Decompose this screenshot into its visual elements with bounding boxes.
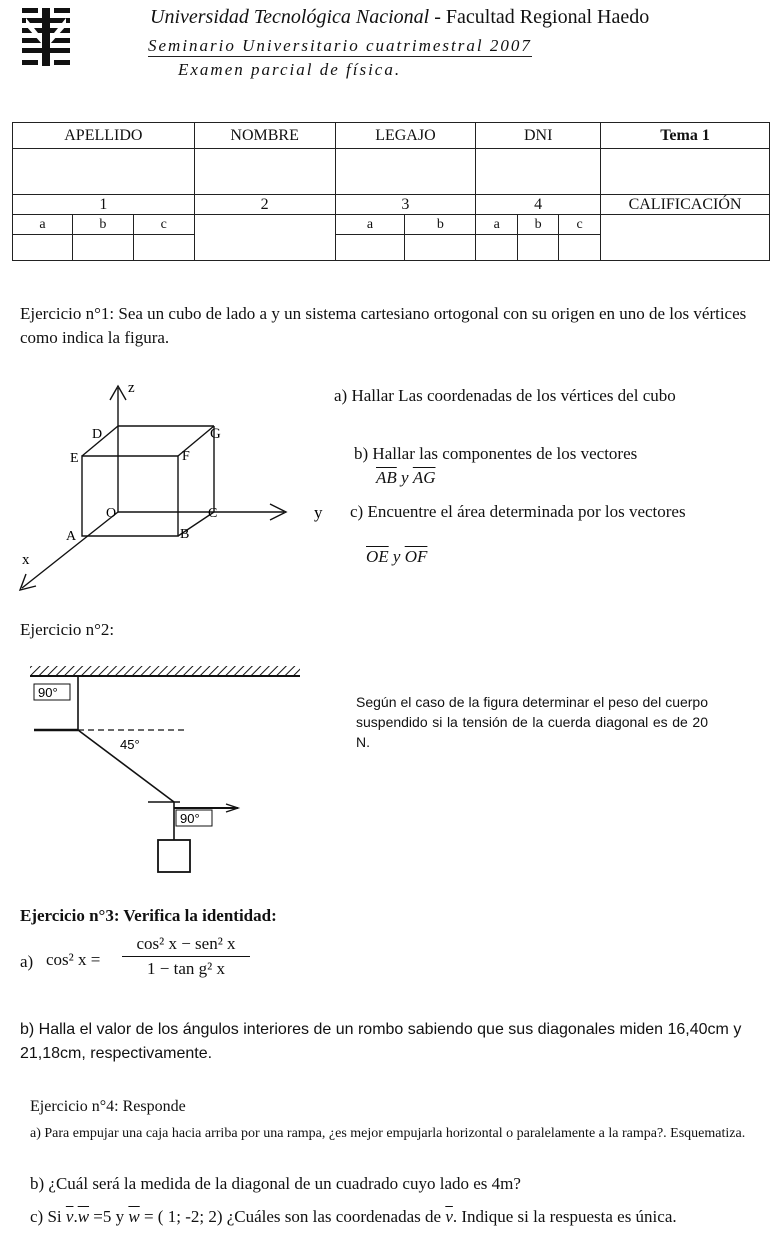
- label-O: O: [106, 506, 117, 521]
- calificacion-cell[interactable]: [601, 215, 770, 261]
- vector-w-2: $\overline{w}$: [128, 1207, 140, 1226]
- angle-bottom: 90°: [180, 811, 200, 826]
- exam-title: Examen parcial de física.: [178, 60, 402, 79]
- tema-field[interactable]: [601, 149, 770, 195]
- label-z: z: [128, 380, 135, 396]
- vector-AG: $\overline{AG}$: [412, 468, 436, 487]
- subquestion-row: [13, 215, 770, 235]
- vector-v: $\overline{v}$: [65, 1207, 74, 1226]
- ex3-title: Ejercicio n°3: Verifica la identidad:: [20, 906, 277, 925]
- header-title: Universidad Tecnológica Nacional - Facultad Regional Haedo: [150, 6, 650, 28]
- col-dni: DNI: [476, 123, 601, 149]
- ex1-c-join: y: [392, 547, 401, 566]
- ex4-c-vec: = ( 1; -2; 2) ¿Cuáles son las coordenadas de: [143, 1207, 442, 1226]
- q1a-score[interactable]: [13, 235, 73, 261]
- ex1-b-join: y: [401, 468, 409, 487]
- ex3-numerator: cos² x − sen² x: [122, 934, 250, 957]
- label-G: G: [210, 426, 221, 442]
- ex1-intro: Ejercicio n°1: Sea un cubo de lado a y un sistema cartesiano ortogonal con su origen en uno de los vértices como indica la figura.: [20, 304, 747, 347]
- hanging-weight-figure: [20, 660, 310, 880]
- q4c-score[interactable]: [559, 235, 601, 261]
- header-row: [13, 123, 770, 149]
- ex1-part-a: a) Hallar Las coordenadas de los vértices del cubo: [334, 386, 676, 405]
- ex4-part-c: [30, 1204, 754, 1230]
- ex3-a-label: a): [20, 952, 34, 971]
- q4-header: 4: [476, 195, 601, 215]
- calificacion-header: CALIFICACIÓN: [601, 195, 770, 215]
- q2-score-cell[interactable]: [194, 215, 335, 261]
- ex4-part-b: b) ¿Cuál será la medida de la diagonal de un cuadrado cuyo lado es 4m?: [30, 1174, 521, 1193]
- label-D: D: [92, 427, 103, 442]
- q3-header: 3: [335, 195, 476, 215]
- q1-header: 1: [13, 195, 195, 215]
- ex2-title: Ejercicio n°2:: [20, 620, 115, 639]
- col-apellido: APELLIDO: [13, 123, 195, 149]
- label-B: B: [180, 527, 190, 542]
- label-C: C: [208, 506, 218, 521]
- legajo-field[interactable]: [335, 149, 476, 195]
- dni-field[interactable]: [476, 149, 601, 195]
- vector-w: $\overline{w}$: [77, 1207, 90, 1226]
- student-entry-row: [13, 149, 770, 195]
- ex4-c-end: . Indique si la respuesta es única.: [452, 1207, 677, 1226]
- vector-OE: $\overline{OE}$: [366, 547, 389, 566]
- label-y: y: [314, 503, 323, 522]
- q3b-score[interactable]: [405, 235, 476, 261]
- angle-mid: 45°: [120, 737, 140, 752]
- q4a-score[interactable]: [476, 235, 518, 261]
- seminar-title: Seminario Universitario cuatrimestral 2007: [148, 36, 532, 55]
- q1b-label: b: [72, 215, 133, 235]
- q1c-label: c: [133, 215, 194, 235]
- cube-figure: [14, 376, 334, 606]
- q3a-label: a: [335, 215, 405, 235]
- ex1-part-c: c) Encuentre el área determinada por los vectores: [350, 502, 686, 521]
- q3a-score[interactable]: [335, 235, 405, 261]
- q3b-label: b: [405, 215, 476, 235]
- ex2-text: Según el caso de la figura determinar el peso del cuerpo suspendido si la tensión de la cuerda diagonal es de 20 N.: [356, 694, 708, 750]
- ex4-title: Ejercicio n°4: Responde: [30, 1098, 186, 1115]
- q1b-score[interactable]: [72, 235, 133, 261]
- q1a-label: a: [13, 215, 73, 235]
- student-info-table: [12, 122, 770, 261]
- ex3-part-b: b) Halla el valor de los ángulos interiores de un rombo sabiendo que sus diagonales miden 16,40cm y 21,18cm, respectivamente.: [20, 1021, 742, 1062]
- col-tema: Tema 1: [601, 123, 770, 149]
- ex4-part-a: a) Para empujar una caja hacia arriba por una rampa, ¿es mejor empujarla horizontal o paralelamente a la rampa?. Esquematiza.: [30, 1126, 746, 1141]
- question-number-row: [13, 195, 770, 215]
- ex3-formula-lhs: cos² x =: [46, 950, 101, 969]
- q4c-label: c: [559, 215, 601, 235]
- nombre-field[interactable]: [194, 149, 335, 195]
- university-logo: [22, 8, 70, 66]
- q4b-label: b: [518, 215, 559, 235]
- vector-v-2: $\overline{v}$: [445, 1207, 453, 1226]
- ex4-c-dot: .: [73, 1207, 78, 1226]
- q2-header: 2: [194, 195, 335, 215]
- faculty-name: Facultad Regional Haedo: [445, 6, 650, 28]
- ex1-b-vectors: [354, 468, 436, 487]
- col-nombre: NOMBRE: [194, 123, 335, 149]
- ex3-denominator: 1 − tan g² x: [147, 959, 225, 978]
- q4a-label: a: [476, 215, 518, 235]
- q1c-score[interactable]: [133, 235, 194, 261]
- ex4-c-eq: =5 y: [93, 1207, 125, 1226]
- ex4-c-start: c) Si: [30, 1207, 62, 1226]
- university-name: Universidad Tecnológica Nacional: [150, 6, 430, 28]
- ex3-formula-fraction: [122, 934, 250, 979]
- label-E: E: [70, 451, 79, 466]
- apellido-field[interactable]: [13, 149, 195, 195]
- vector-AB: $\overline{AB}$: [376, 468, 397, 487]
- vector-OF: $\overline{OF}$: [404, 547, 428, 566]
- q4b-score[interactable]: [518, 235, 559, 261]
- angle-top: 90°: [38, 685, 58, 700]
- label-A: A: [66, 529, 77, 544]
- ex1-part-b: [354, 442, 754, 490]
- ex1-b-text: b) Hallar las componentes de los vectores: [354, 444, 638, 463]
- label-F: F: [182, 449, 190, 464]
- ex1-c-vectors: [366, 545, 427, 569]
- label-x: x: [22, 552, 30, 568]
- col-legajo: LEGAJO: [335, 123, 476, 149]
